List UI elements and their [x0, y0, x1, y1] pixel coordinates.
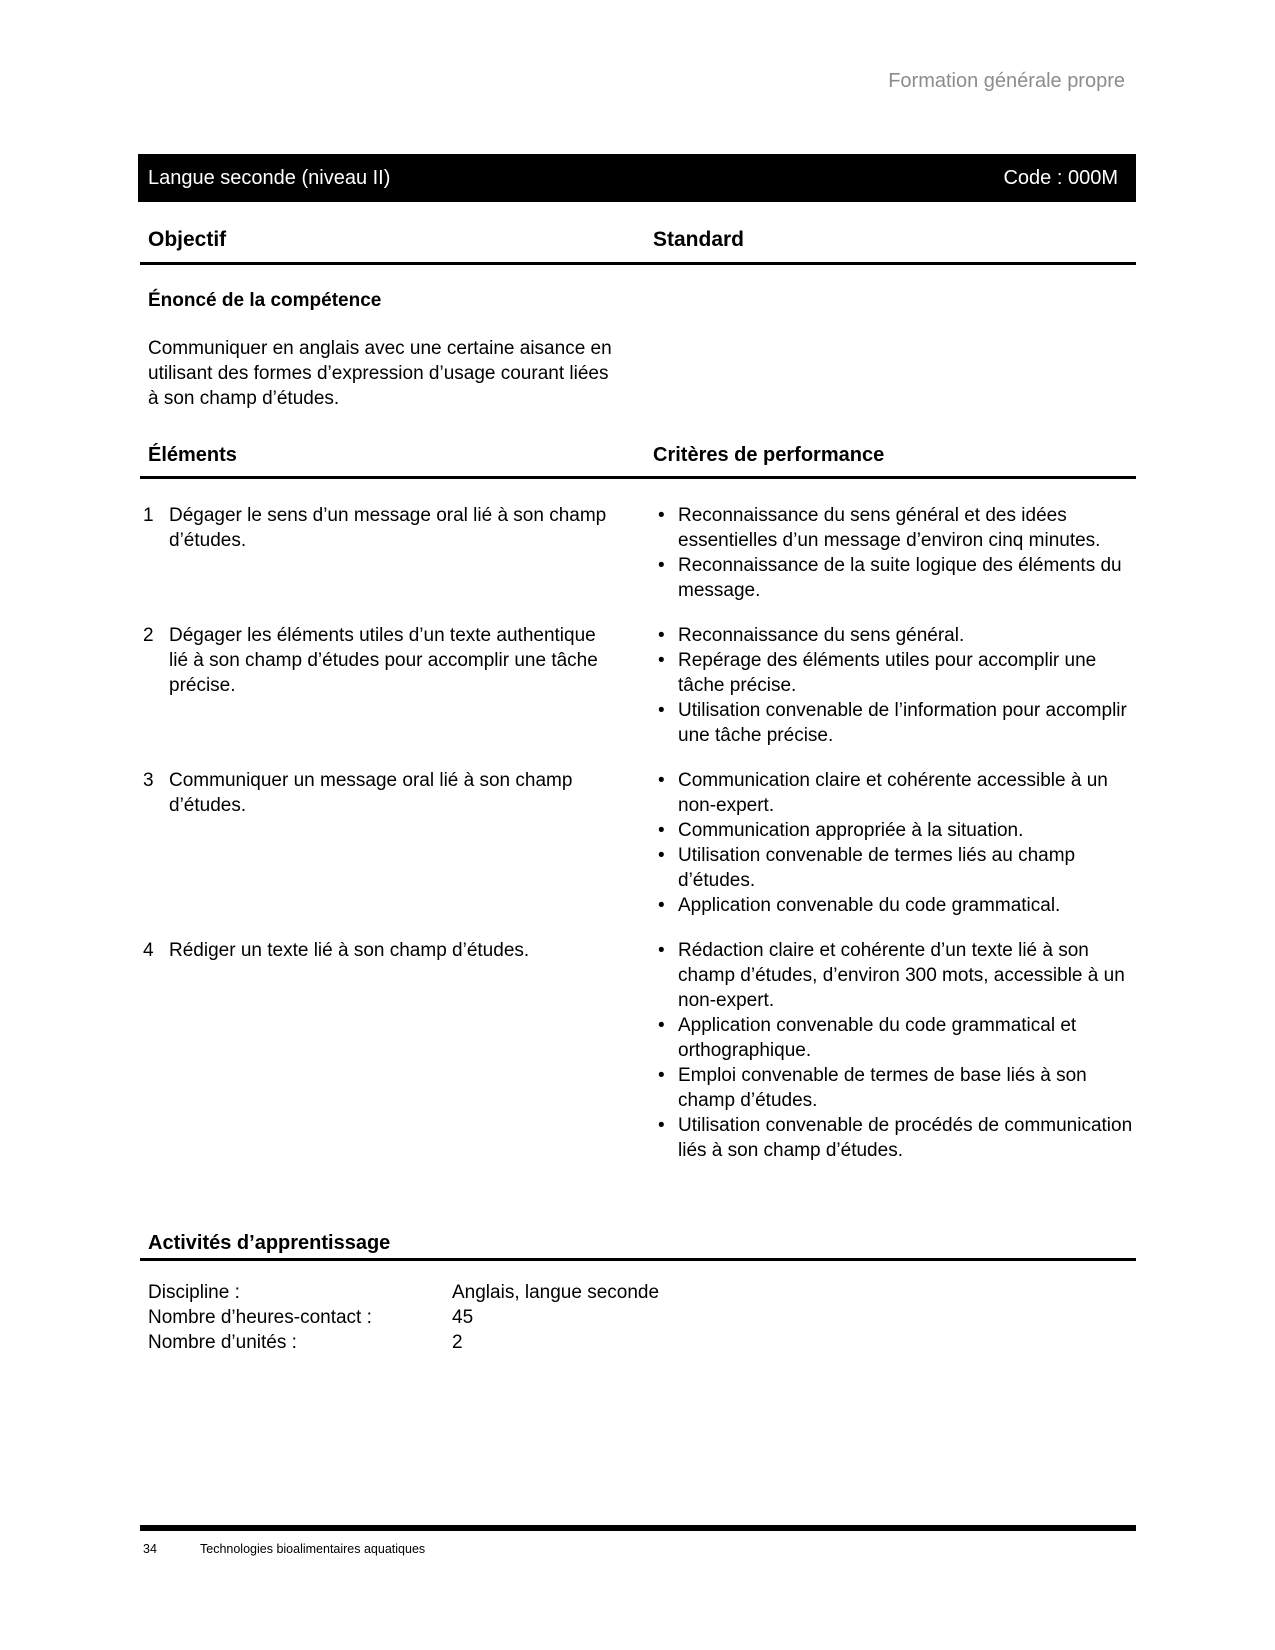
criteria-item: • Repérage des éléments utiles pour accomplir une tâche précise. [652, 648, 1136, 698]
running-header: Formation générale propre [888, 70, 1125, 92]
table-row [140, 938, 1136, 1163]
criteria-item: • Application convenable du code grammatical et orthographique. [652, 1013, 1136, 1063]
criteria-item: • Rédaction claire et cohérente d’un texte lié à son champ d’études, d’environ 300 mots, accessible à un non-expert. [652, 938, 1136, 1013]
criteria-list [652, 503, 1136, 603]
criteria-item: • Utilisation convenable de termes liés au champ d’études. [652, 843, 1136, 893]
elements-criteria-table [140, 503, 1136, 1163]
course-title: Langue seconde (niveau II) [148, 166, 391, 189]
divider-rule [140, 476, 1136, 479]
element-cell [140, 768, 610, 918]
element-text: Rédiger un texte lié à son champ d’études. [169, 940, 530, 961]
info-value: 45 [452, 1307, 474, 1328]
element-number: 1 [143, 505, 154, 526]
element-text: Dégager le sens d’un message oral lié à son champ d’études. [169, 505, 607, 551]
criteria-item: • Emploi convenable de termes de base liés à son champ d’études. [652, 1063, 1136, 1113]
table-row [140, 503, 1136, 603]
divider-rule [140, 262, 1136, 265]
element-cell [140, 623, 610, 748]
elements-heading: Éléments [148, 444, 237, 466]
info-row [148, 1305, 948, 1330]
element-cell [140, 503, 610, 603]
criteria-item: • Utilisation convenable de procédés de communication liés à son champ d’études. [652, 1113, 1136, 1163]
table-row [140, 623, 1136, 748]
criteria-item: • Utilisation convenable de l’information pour accomplir une tâche précise. [652, 698, 1136, 748]
criteria-list [652, 938, 1136, 1163]
element-number: 3 [143, 770, 154, 791]
criteria-item: • Reconnaissance du sens général. [652, 623, 1136, 648]
criteria-item: • Communication claire et cohérente accessible à un non-expert. [652, 768, 1136, 818]
criteres-heading: Critères de performance [653, 444, 885, 466]
activities-heading: Activités d’apprentissage [148, 1232, 391, 1254]
divider-rule [140, 1258, 1136, 1261]
criteria-list [652, 768, 1136, 918]
criteria-item: • Application convenable du code grammatical. [652, 893, 1136, 918]
element-text: Dégager les éléments utiles d’un texte authentique lié à son champ d’études pour accomplir une tâche précise. [169, 625, 598, 696]
activities-info [148, 1280, 948, 1355]
element-number: 4 [143, 940, 154, 961]
table-row [140, 768, 1136, 918]
criteria-item: • Reconnaissance du sens général et des idées essentielles d’un message d’environ cinq minutes. [652, 503, 1136, 553]
element-cell [140, 938, 610, 1163]
program-name: Technologies bioalimentaires aquatiques [200, 1542, 426, 1556]
criteria-list [652, 623, 1136, 748]
info-row [148, 1330, 948, 1355]
course-title-bar [138, 154, 1136, 202]
course-code: Code : 000M [1003, 166, 1118, 189]
column-headings [140, 228, 1136, 258]
info-label: Nombre d’heures-contact : [148, 1307, 372, 1328]
competence-heading: Énoncé de la compétence [148, 290, 382, 311]
info-label: Discipline : [148, 1282, 240, 1303]
standard-heading: Standard [653, 228, 745, 251]
objectif-heading: Objectif [148, 228, 227, 251]
info-value: 2 [452, 1332, 463, 1353]
info-label: Nombre d’unités : [148, 1332, 297, 1353]
info-row [148, 1280, 948, 1305]
criteria-item: • Communication appropriée à la situation. [652, 818, 1136, 843]
element-text: Communiquer un message oral lié à son champ d’études. [169, 770, 573, 816]
info-value: Anglais, langue seconde [452, 1282, 660, 1303]
page-number: 34 [143, 1542, 157, 1556]
footer-rule [140, 1525, 1136, 1531]
criteria-item: • Reconnaissance de la suite logique des éléments du message. [652, 553, 1136, 603]
competence-statement: Communiquer en anglais avec une certaine aisance en utilisant des formes d’expression d’usage courant liées à son champ d’études. [148, 338, 612, 409]
element-number: 2 [143, 625, 154, 646]
